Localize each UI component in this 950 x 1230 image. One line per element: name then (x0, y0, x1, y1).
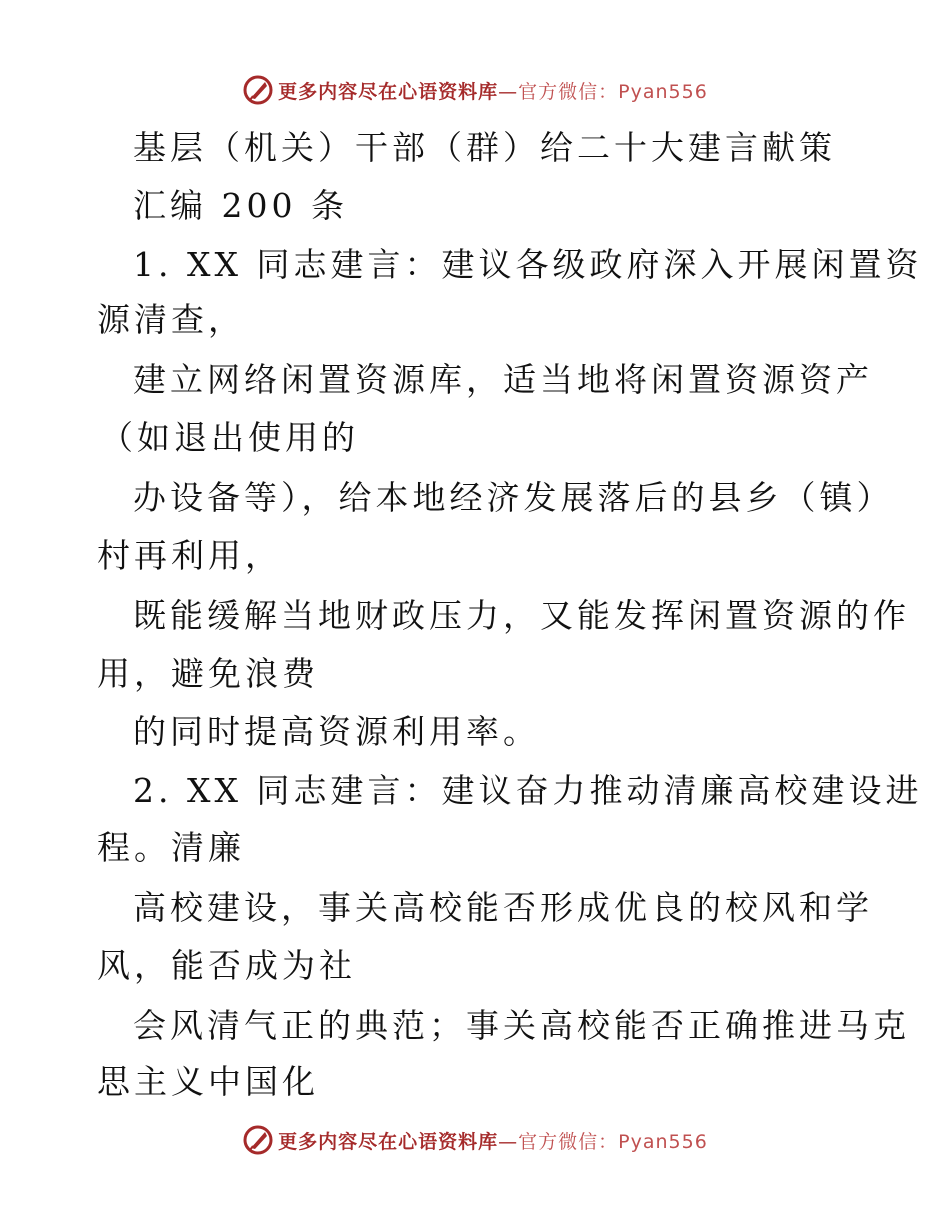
footer-banner (0, 1120, 950, 1160)
paragraph-line: 建立网络闲置资源库，适当地将闲置资源资产 (133, 360, 873, 399)
paragraph-line: 的同时提高资源利用率。 (133, 712, 540, 751)
paragraph-line: 2. XX 同志建言：建议奋力推动清廉高校建设进 (133, 771, 923, 810)
document-title-line-2: 汇编 200 条 (133, 186, 348, 225)
banner-text (278, 77, 708, 104)
paragraph-line: 办设备等），给本地经济发展落后的县乡（镇） (133, 478, 894, 517)
document-title-line-1: 基层（机关）干部（群）给二十大建言献策 (133, 128, 836, 167)
paragraph-line: 思主义中国化 (97, 1062, 319, 1101)
quill-feather-icon (242, 74, 274, 106)
banner-text (278, 1127, 708, 1154)
paragraph-line: 高校建设，事关高校能否形成优良的校风和学 (133, 888, 873, 927)
banner-separator: — (498, 1130, 519, 1153)
paragraph-line: 既能缓解当地财政压力，又能发挥闲置资源的作 (133, 596, 910, 635)
banner-wechat-text: 官方微信：Pyan556 (518, 80, 708, 103)
paragraph-line: 1. XX 同志建言：建议各级政府深入开展闲置资 (133, 245, 923, 284)
banner-separator: — (498, 80, 519, 103)
banner-main-text: 更多内容尽在心语资料库 (278, 1130, 499, 1153)
quill-feather-icon (242, 1124, 274, 1156)
paragraph-line: 用，避免浪费 (97, 654, 319, 693)
paragraph-line: （如退出使用的 (100, 418, 359, 457)
paragraph-line: 源清查， (97, 300, 245, 339)
paragraph-line: 会风清气正的典范；事关高校能否正确推进马克 (133, 1006, 910, 1045)
banner-wechat-text: 官方微信：Pyan556 (518, 1130, 708, 1153)
paragraph-line: 程。清廉 (97, 828, 245, 867)
header-banner (0, 70, 950, 110)
paragraph-line: 村再利用， (97, 536, 282, 575)
paragraph-line: 风，能否成为社 (97, 946, 356, 985)
banner-main-text: 更多内容尽在心语资料库 (278, 80, 499, 103)
